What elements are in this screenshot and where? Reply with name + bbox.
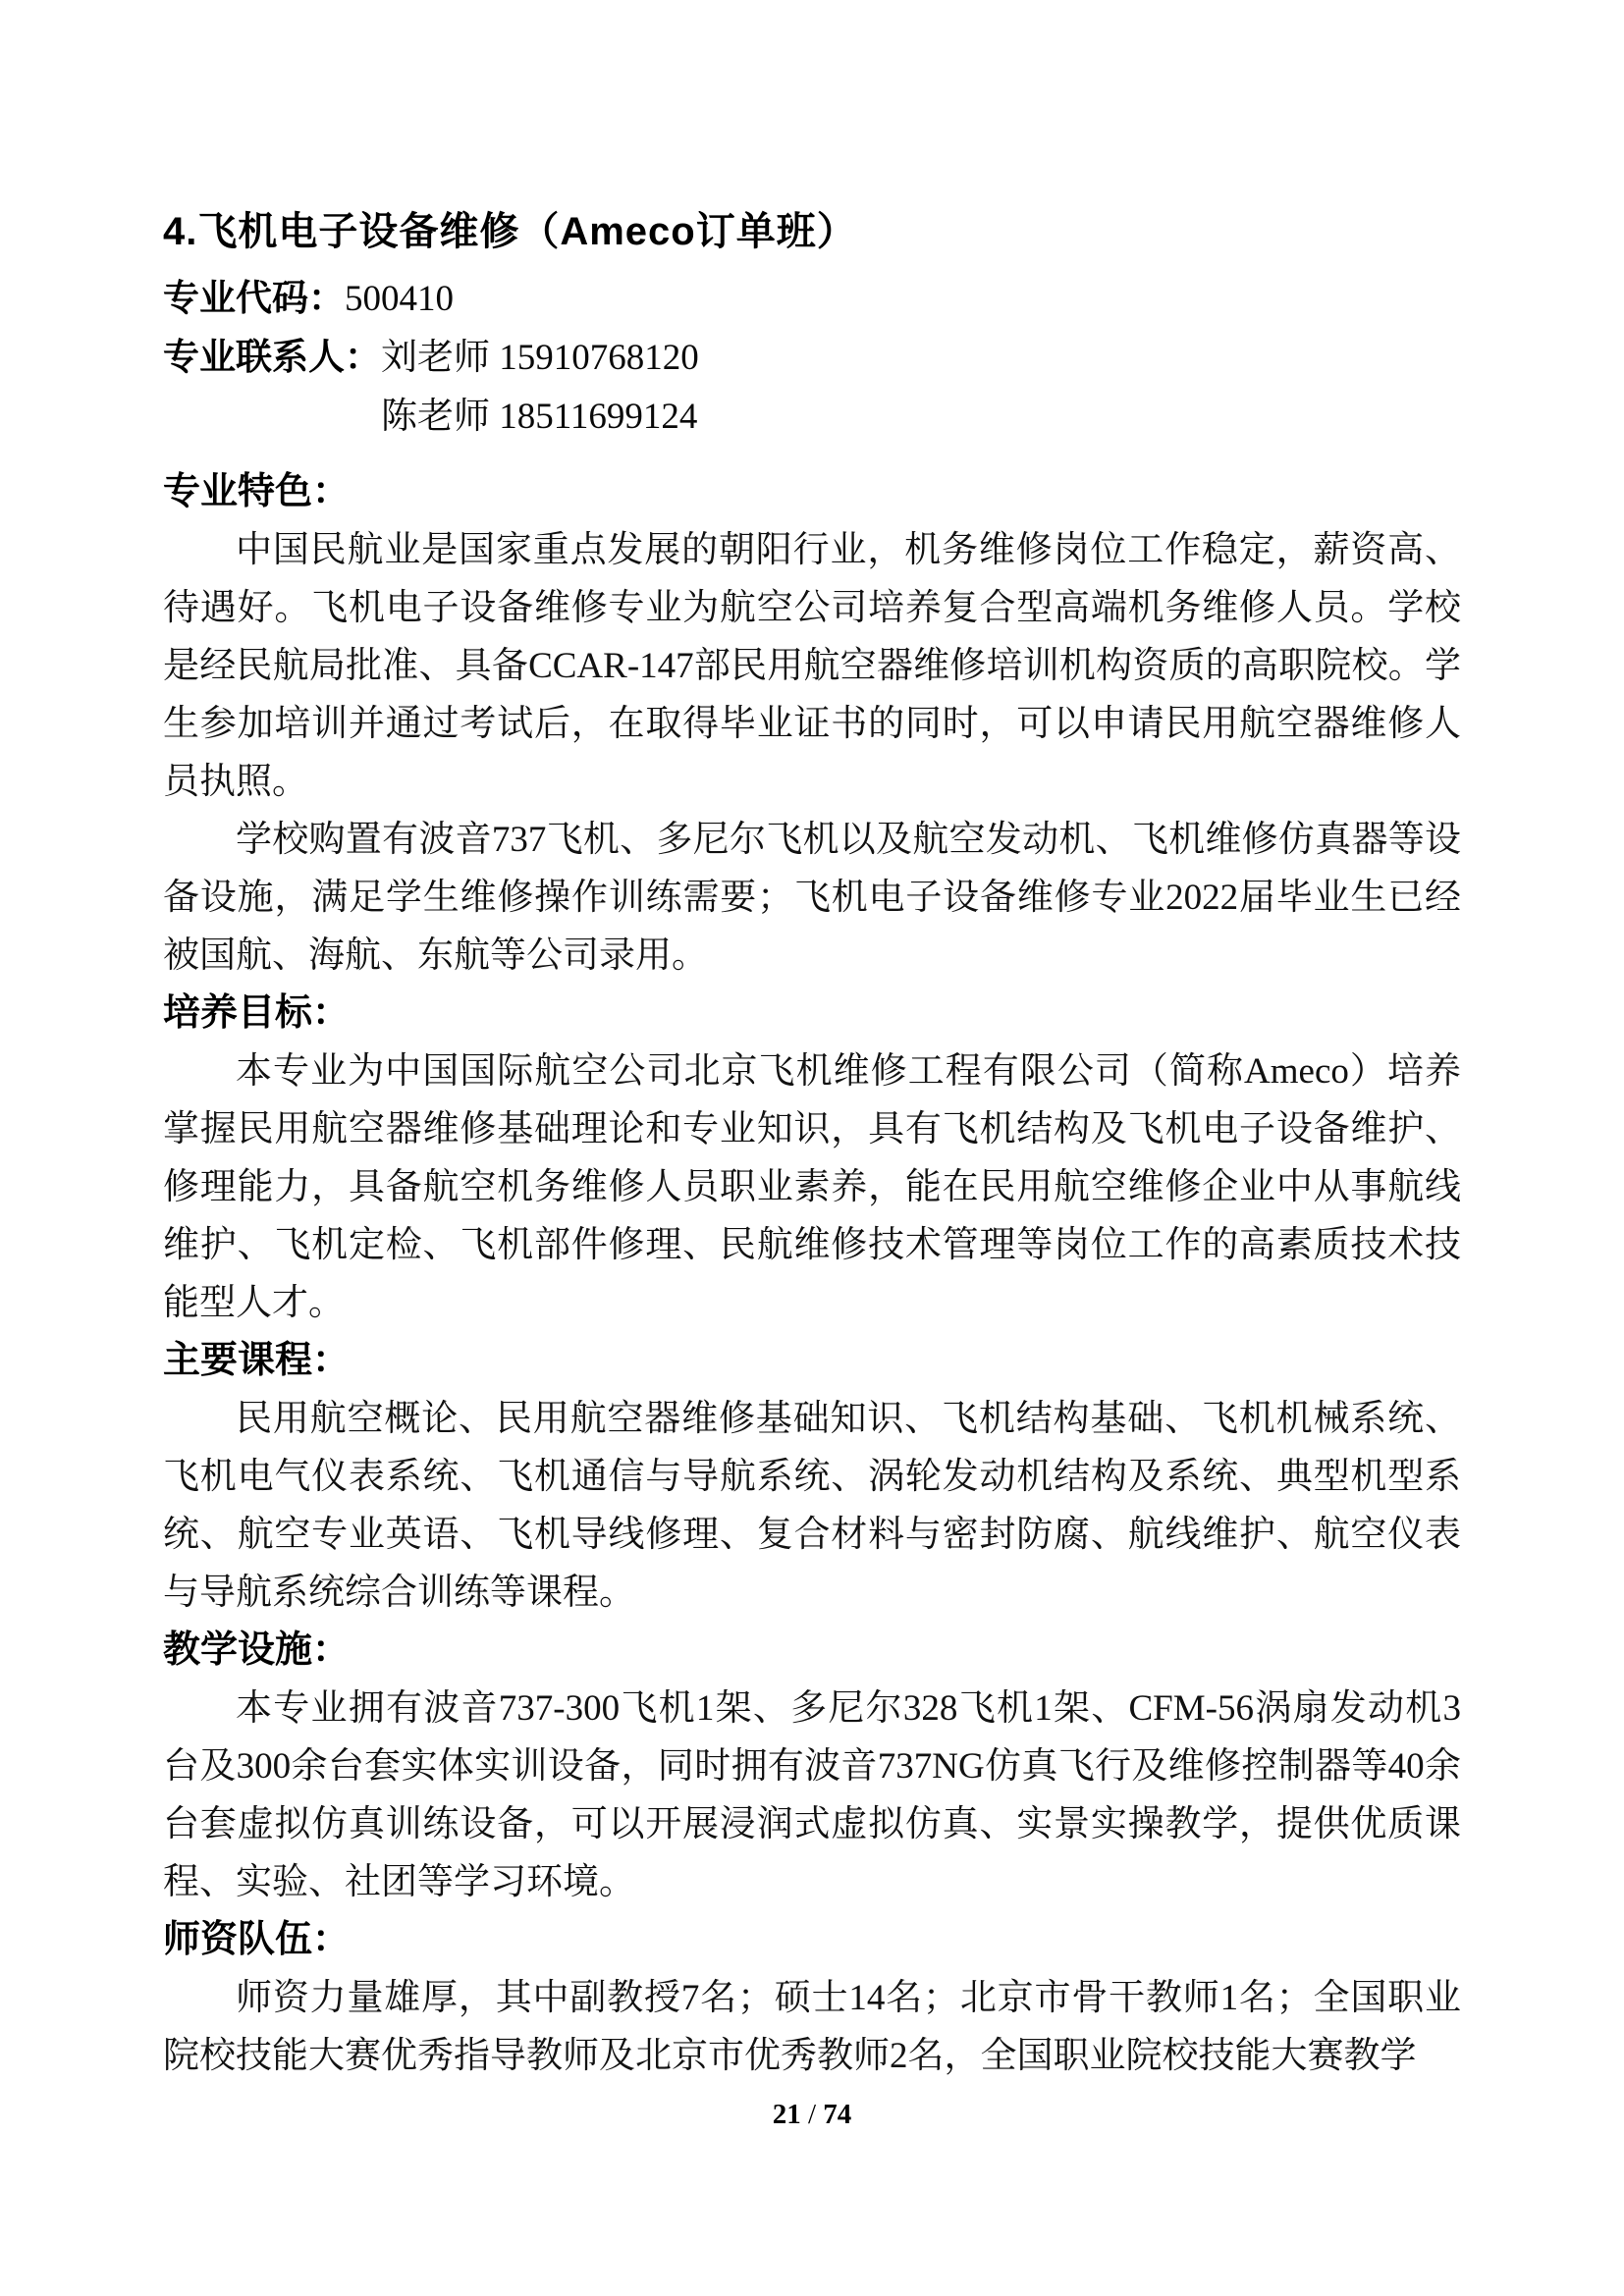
program-title: 4.飞机电子设备维修（Ameco订单班） [163, 210, 857, 253]
section-heading-main-courses: 主要课程： [163, 1340, 351, 1381]
page-number-current: 21 [772, 2099, 801, 2130]
page-number-separator: / [800, 2099, 824, 2130]
section-training-objectives [163, 985, 1461, 1332]
contact-line-2 [163, 387, 1461, 446]
paragraph-teaching-facilities: 本专业拥有波音737-300飞机1架、多尼尔328飞机1架、CFM-56涡扇发动机3台及300余台套实体实训设备，同时拥有波音737NG仿真飞行及维修控制器等40余台套虚拟仿真训练设备，可以开展浸润式虚拟仿真、实景实操教学，提供优质课程、实验、社团等学习环境。 [163, 1688, 1461, 1902]
paragraph-main-courses: 民用航空概论、民用航空器维修基础知识、飞机结构基础、飞机机械系统、飞机电气仪表系统、飞机通信与导航系统、涡轮发动机结构及系统、典型机型系统、航空专业英语、飞机导线修理、复合材料与密封防腐、航线维护、航空仪表与导航系统综合训练等课程。 [163, 1399, 1461, 1613]
page-number-total: 74 [823, 2099, 852, 2130]
section-faculty [163, 1911, 1461, 2085]
section-heading-teaching-facilities: 教学设施： [163, 1629, 351, 1671]
paragraph-special-features-1: 中国民航业是国家重点发展的朝阳行业，机务维修岗位工作稳定，薪资高、待遇好。飞机电子设备维修专业为航空公司培养复合型高端机务维修人员。学校是经民航局批准、具备CCAR-147部民用航空器维修培训机构资质的高职院校。学生参加培训并通过考试后，在取得毕业证书的同时，可以申请民用航空器维修人员执照。 [163, 530, 1461, 802]
document-content [163, 202, 1461, 2085]
major-code-value: 500410 [345, 279, 454, 319]
contact-label: 专业联系人： [163, 337, 381, 377]
page-number-footer [0, 2099, 1624, 2130]
major-code-line [163, 269, 1461, 328]
section-main-courses [163, 1332, 1461, 1622]
section-heading-faculty: 师资队伍： [163, 1919, 351, 1960]
contact-person-1: 刘老师 15910768120 [381, 338, 699, 378]
paragraph-faculty: 师资力量雄厚，其中副教授7名；硕士14名；北京市骨干教师1名；全国职业院校技能大赛优秀指导教师及北京市优秀教师2名，全国职业院校技能大赛教学 [163, 1978, 1461, 2076]
paragraph-training-objectives: 本专业为中国国际航空公司北京飞机维修工程有限公司（简称Ameco）培养掌握民用航空器维修基础理论和专业知识，具有飞机结构及飞机电子设备维护、修理能力，具备航空机务维修人员职业素养，能在民用航空维修企业中从事航线维护、飞机定检、飞机部件修理、民航维修技术管理等岗位工作的高素质技术技能型人才。 [163, 1051, 1461, 1323]
section-heading-special-features: 专业特色： [163, 471, 351, 512]
contact-person-2: 陈老师 18511699124 [381, 397, 698, 437]
section-special-features [163, 463, 1461, 985]
major-code-label: 专业代码： [163, 278, 345, 318]
section-teaching-facilities [163, 1622, 1461, 1911]
section-heading-training-objectives: 培养目标： [163, 992, 351, 1034]
paragraph-special-features-2: 学校购置有波音737飞机、多尼尔飞机以及航空发动机、飞机维修仿真器等设备设施，满足学生维修操作训练需要；飞机电子设备维修专业2022届毕业生已经被国航、海航、东航等公司录用。 [163, 820, 1461, 976]
contact-line-1 [163, 328, 1461, 387]
